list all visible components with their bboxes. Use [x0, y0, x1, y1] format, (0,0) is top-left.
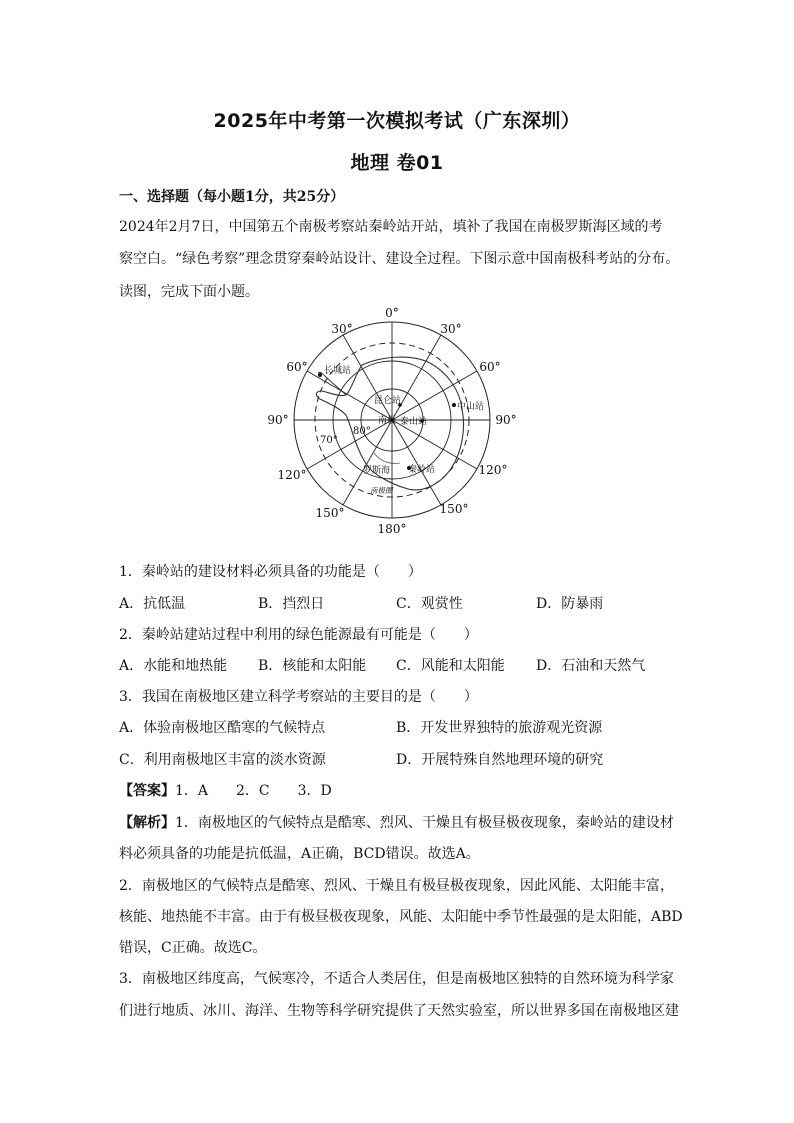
- section-heading: 一、选择题（每小题1分，共25分）: [119, 189, 345, 205]
- station-label-kunlun: 昆仑站: [374, 396, 402, 406]
- option-a: A．体验南极地区酷寒的气候特点: [119, 720, 326, 736]
- sea-label-ross: 罗斯海: [363, 466, 391, 476]
- option-c: C．观赏性: [396, 596, 463, 612]
- analysis-line: 错误，C正确。故选C。: [119, 940, 267, 956]
- answer-label: 【答案】: [119, 783, 175, 799]
- station-label-zhongshan: 中山站: [457, 402, 485, 412]
- intro-line: 读图，完成下面小题。: [119, 284, 259, 300]
- zhongshan-station-marker: [452, 403, 456, 407]
- analysis-line: [119, 812, 674, 832]
- intro-line: 2024年2月7日，中国第五个南极考察站秦岭站开站，填补了我国在南极罗斯海区域的考: [119, 219, 663, 235]
- option-b: B．挡烈日: [258, 596, 325, 612]
- latitude-label: 80°: [353, 426, 371, 437]
- question-stem: 1．秦岭站的建设材料必须具备的功能是（ ）: [119, 564, 422, 580]
- changcheng-station-marker: [318, 373, 322, 377]
- station-label-taishan: 泰山站: [400, 417, 428, 427]
- meridian-label: 60°: [286, 360, 308, 374]
- option-c: C．利用南极地区丰富的淡水资源: [119, 752, 326, 768]
- option-a: A．抗低温: [119, 596, 186, 612]
- meridian-label: 90°: [495, 413, 517, 427]
- meridian-label: 180°: [377, 522, 407, 536]
- station-label-qinling: 秦岭站: [408, 465, 436, 475]
- antarctic-circle-label: 南极圈: [370, 486, 393, 495]
- analysis-line: 料必须具备的功能是抗低温，A正确，BCD错误。故选A。: [119, 846, 480, 862]
- meridian-label: 30°: [331, 322, 353, 336]
- option-c: C．风能和太阳能: [396, 658, 505, 674]
- pole-label: 南极: [378, 416, 397, 426]
- analysis-label: 【解析】: [119, 815, 175, 831]
- analysis-line: 2．南极地区的气候特点是酷寒、烈风、干燥且有极昼极夜现象，因此风能、太阳能丰富，: [119, 878, 674, 894]
- option-d: D．石油和天然气: [536, 658, 646, 674]
- analysis-line: 核能、地热能不丰富。由于有极昼极夜现象，风能、太阳能中季节性最强的是太阳能，ABD: [119, 909, 683, 925]
- meridian-label: 150°: [439, 502, 469, 516]
- option-d: D．开展特殊自然地理环境的研究: [396, 752, 604, 768]
- analysis-line: 3．南极地区纬度高，气候寒冷，不适合人类居住，但是南极地区独特的自然环境为科学家: [119, 971, 674, 987]
- question-stem: 3．我国在南极地区建立科学考察站的主要目的是（ ）: [119, 689, 478, 705]
- option-d: D．防暴雨: [536, 596, 604, 612]
- meridian-label: 60°: [479, 360, 501, 374]
- page-subtitle: 地理 卷01: [350, 152, 444, 174]
- answer-text: 1．A 2．C 3．D: [175, 783, 332, 799]
- question-stem: 2．秦岭站建站过程中利用的绿色能源最有可能是（ ）: [119, 627, 478, 643]
- page-title: 2025年中考第一次模拟考试（广东深圳）: [213, 110, 581, 132]
- intro-line: 察空白。“绿色考察”理念贯穿秦岭站设计、建设全过程。下图示意中国南极科考站的分布。: [119, 251, 680, 267]
- option-b: B．核能和太阳能: [258, 658, 367, 674]
- meridian-label: 150°: [315, 506, 345, 520]
- analysis-line: 们进行地质、冰川、海洋、生物等科学研究提供了天然实验室，所以世界多国在南极地区建: [119, 1003, 679, 1019]
- meridian-label: 90°: [267, 413, 289, 427]
- antarctica-station-map: [262, 303, 522, 540]
- meridian-label: 120°: [277, 468, 307, 482]
- station-label-changcheng: 长城站: [324, 366, 352, 376]
- meridian-label: 0°: [385, 306, 399, 320]
- meridian-label: 30°: [440, 322, 462, 336]
- answer-line: [119, 780, 332, 800]
- option-b: B．开发世界独特的旅游观光资源: [396, 720, 603, 736]
- ross-sea-shelf: [374, 453, 400, 464]
- latitude-label: 70°: [320, 435, 338, 446]
- analysis-text: 1．南极地区的气候特点是酷寒、烈风、干燥且有极昼极夜现象，秦岭站的建设材: [175, 815, 674, 831]
- meridian-label: 120°: [478, 463, 508, 477]
- option-a: A．水能和地热能: [119, 658, 228, 674]
